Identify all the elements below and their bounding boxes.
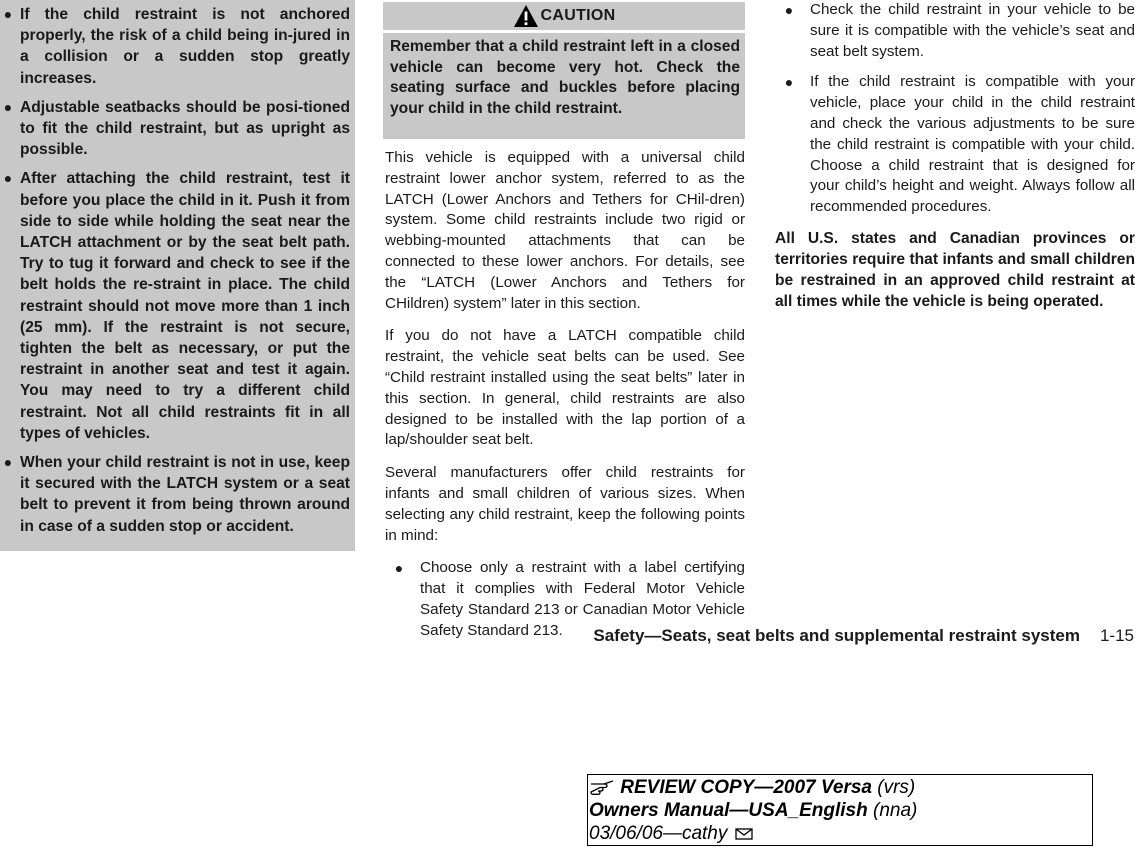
warning-bullet-list <box>0 4 350 545</box>
warning-bullet-text: Adjustable seatbacks should be posi-tioned to fit the child restraint, but as upright as possible. <box>20 98 350 159</box>
review-line-3 <box>589 822 1092 845</box>
body-paragraph: If you do not have a LATCH compatible child restraint, the vehicle seat belts can be used. See “Child restraint installed using the seat belts” later in this section. In general, child restraints are also designed to be installed with the lap portion of a lap/shoulder seat belt. <box>385 327 745 449</box>
bullet-icon: ● <box>784 74 794 91</box>
caution-box <box>383 33 745 139</box>
review-date-author: 03/06/06—cathy <box>589 823 728 844</box>
review-model-code: (vrs) <box>871 777 916 798</box>
caution-header <box>383 2 745 30</box>
review-line-2 <box>589 799 1092 822</box>
warning-box <box>0 0 355 551</box>
review-market-code: (nna) <box>867 800 918 821</box>
page-number: 1-15 <box>1099 626 1134 645</box>
body-paragraph: This vehicle is equipped with a universal child restraint lower anchor system, referred to as the LATCH (Lower Anchors and Tethers for CHil-dren) system. Some child restraints include two rigid or webbing-mounted attachments that can be connected to these lower anchors. For details, see the “LATCH (Lower Anchors and Tethers for CHildren) system” later in this section. <box>385 149 745 312</box>
warning-bullet-text: When your child restraint is not in use, keep it secured with the LATCH system or a seat belt to prevent it from being thrown around in case of a sudden stop or accident. <box>20 454 350 535</box>
warning-bullet-text: If the child restraint is not anchored properly, the risk of a child being in-jured in a collision or a sudden stop greatly increases. <box>20 6 350 87</box>
legal-requirement-paragraph: All U.S. states and Canadian provinces or territories require that infants and small children be restrained in an approved child restraint at all times while the vehicle is being operated. <box>775 229 1135 310</box>
warning-bullet-item <box>0 168 350 444</box>
column-3-body <box>775 0 1135 312</box>
review-manual-name: Owners Manual—USA_English <box>589 800 868 821</box>
caution-title: CAUTION <box>540 7 616 24</box>
bullet-icon: ● <box>394 560 404 577</box>
bullet-icon: ● <box>784 2 794 18</box>
footer-section-title: Safety—Seats, seat belts and supplemental restraint system <box>593 626 1080 645</box>
compatibility-bullet-item <box>775 0 1135 62</box>
page-footer <box>593 626 1134 646</box>
warning-bullet-item <box>0 4 350 89</box>
bullet-icon: ● <box>3 98 13 115</box>
compatibility-bullet-list <box>775 0 1135 218</box>
compatibility-bullet-text: Check the child restraint in your vehicle to be sure it is compatible with the vehicle’s seat and seat belt system. <box>810 1 1135 60</box>
warning-bullet-text: After attaching the child restraint, test it before you place the child in it. Push it from side to side while holding the seat near the LATCH attachment or by the seat belt path. Try to tug it forward and check to see if the belt holds the re-straint in place. The child restraint should not move more than 1 inch (25 mm). If the restraint is not secure, tighten the belt as necessary, or put the restraint in another seat and test it again. You may need to try a different child restraint. Not all child restraints fit in all types of vehicles. <box>20 170 350 442</box>
bullet-icon: ● <box>3 454 13 471</box>
review-title: REVIEW COPY—2007 Versa <box>620 777 872 798</box>
warning-bullet-item <box>0 97 350 161</box>
bullet-icon: ● <box>3 6 13 22</box>
review-copy-stamp <box>587 774 1093 846</box>
caution-text: Remember that a child restraint left in a closed vehicle can become very hot. Check the seating surface and buckles before placing your child in the child restraint. <box>390 38 740 117</box>
mail-icon <box>733 826 755 842</box>
body-paragraph: Several manufacturers offer child restraints for infants and small children of various sizes. When selecting any child restraint, keep the following points in mind: <box>385 464 745 544</box>
bullet-icon: ● <box>3 170 13 187</box>
column-2-body <box>385 148 745 652</box>
warning-triangle-icon <box>513 4 539 28</box>
pointing-hand-icon <box>589 778 615 796</box>
compatibility-bullet-text: If the child restraint is compatible with your vehicle, place your child in the child restraint and check the various adjustments to be sure the child restraint is compatible with your child. Choose a child restraint that is designed for your child’s height and weight. Always follow all recommended procedures. <box>810 73 1135 216</box>
compatibility-bullet-item <box>775 72 1135 218</box>
warning-bullet-item <box>0 452 350 537</box>
review-line-1 <box>589 776 1092 799</box>
selection-bullet-text: Choose only a restraint with a label certifying that it complies with Federal Motor Vehicle Safety Standard 213 or Canadian Motor Vehicle Safety Standard 213. <box>420 559 745 639</box>
